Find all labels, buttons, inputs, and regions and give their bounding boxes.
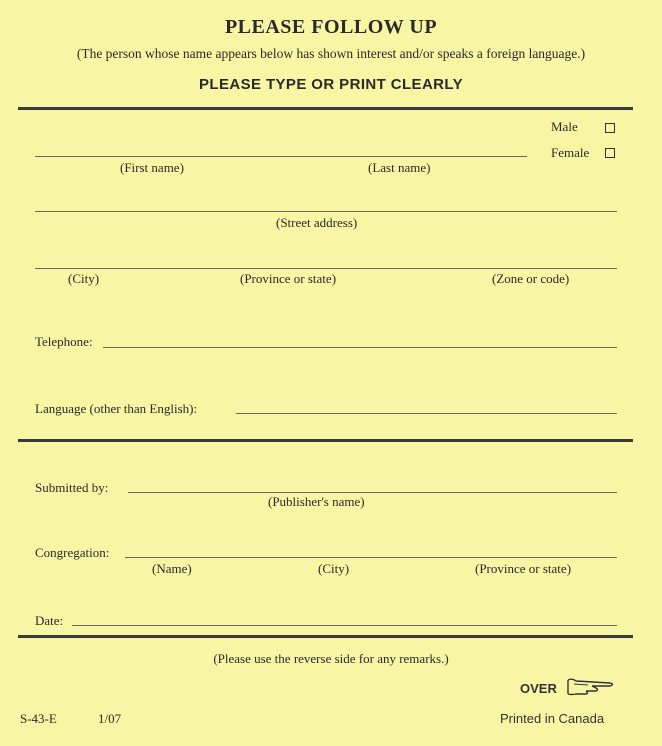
bottom-divider	[18, 635, 633, 638]
telephone-label: Telephone:	[35, 334, 93, 349]
female-label: Female	[551, 145, 590, 160]
over-label: OVER	[520, 681, 557, 696]
congregation-name-label: (Name)	[152, 561, 192, 576]
language-line[interactable]	[236, 413, 617, 414]
date-line[interactable]	[72, 625, 617, 626]
congregation-line[interactable]	[125, 557, 617, 558]
zone-label: (Zone or code)	[492, 271, 570, 286]
city-label: (City)	[68, 271, 100, 286]
male-label: Male	[551, 119, 578, 134]
form-title: PLEASE FOLLOW UP	[224, 16, 438, 38]
form-subtitle: (The person whose name appears below has shown interest and/or speaks a foreign language.)	[76, 46, 586, 61]
congregation-city-label: (City)	[318, 561, 350, 576]
name-line[interactable]	[35, 156, 527, 157]
remarks-note: (Please use the reverse side for any remarks.)	[213, 651, 449, 666]
street-address-line[interactable]	[35, 211, 617, 212]
province-label: (Province or state)	[240, 271, 337, 286]
pointing-hand-icon	[566, 676, 618, 698]
form-code: S-43-E	[20, 711, 57, 726]
form-date: 1/07	[98, 711, 122, 726]
language-label: Language (other than English):	[35, 401, 198, 416]
male-checkbox[interactable]	[605, 123, 615, 133]
city-province-line[interactable]	[35, 268, 617, 269]
first-name-label: (First name)	[120, 160, 184, 175]
congregation-province-label: (Province or state)	[475, 561, 572, 576]
top-divider	[18, 107, 633, 110]
congregation-label: Congregation:	[35, 545, 110, 560]
printed-in-label: Printed in Canada	[500, 711, 605, 726]
middle-divider	[18, 439, 633, 442]
date-label: Date:	[35, 613, 64, 628]
publisher-name-label: (Publisher's name)	[268, 494, 365, 509]
telephone-line[interactable]	[103, 347, 617, 348]
submitted-by-line[interactable]	[128, 492, 617, 493]
last-name-label: (Last name)	[368, 160, 431, 175]
submitted-by-label: Submitted by:	[35, 480, 109, 495]
female-checkbox[interactable]	[605, 148, 615, 158]
street-address-label: (Street address)	[276, 215, 358, 230]
print-instruction: PLEASE TYPE OR PRINT CLEARLY	[198, 76, 464, 93]
